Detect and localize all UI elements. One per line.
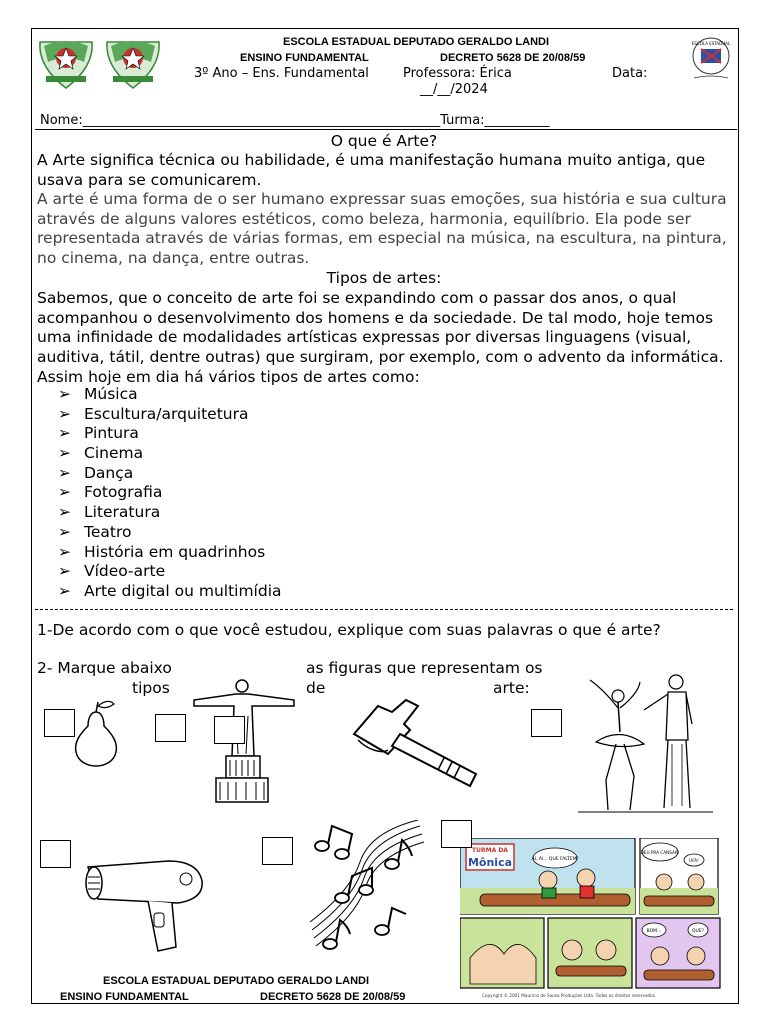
arrow-bullet-icon: ➢ [58, 542, 71, 561]
header-rule [35, 129, 737, 130]
list-item: ➢ Teatro [58, 522, 132, 541]
footer-level: ENSINO FUNDAMENTAL [60, 991, 189, 1003]
header-school-name: ESCOLA ESTADUAL DEPUTADO GERALDO LANDI [283, 36, 550, 48]
comic-title-main: Mônica [467, 856, 513, 869]
arrow-bullet-icon: ➢ [58, 385, 71, 403]
arrow-bullet-icon: ➢ [58, 522, 71, 541]
header-date-value: __/__/2024 [420, 82, 488, 97]
comic-bubble-5: QUE? [691, 929, 705, 934]
school-round-logo [686, 36, 736, 82]
comic-strip-image [460, 838, 740, 1003]
page-title: O que é Arte? [330, 132, 438, 150]
hair-dryer-icon [78, 855, 218, 960]
name-turma-field[interactable]: Nome:_______________________________________________________Turma:__________ [40, 113, 550, 128]
comic-title-top: TURMA DA [472, 847, 508, 854]
checkbox-music[interactable] [262, 837, 293, 865]
list-item: ➢ Cinema [58, 444, 144, 463]
footer-decree: DECRETO 5628 DE 20/08/59 [260, 991, 406, 1003]
list-item: ➢ Música [58, 385, 138, 403]
comic-bubble-1: AI, AI... QUE FALTEM! [531, 857, 579, 862]
arrow-bullet-icon: ➢ [58, 562, 71, 581]
checkbox-statue[interactable] [214, 716, 245, 744]
checkbox-hair-dryer[interactable] [40, 840, 71, 868]
list-item: ➢ Escultura/arquitetura [58, 404, 249, 423]
arrow-bullet-icon: ➢ [58, 463, 71, 482]
comic-copyright: Copyright © 2001 Maurício de Sousa Produções Ltda. Todos os direitos reservados. [482, 993, 657, 998]
checkbox-pear[interactable] [44, 709, 75, 737]
ballet-dancers-icon [578, 670, 713, 820]
list-item: ➢ História em quadrinhos [58, 542, 266, 561]
question-2-part-e: arte: [493, 679, 530, 697]
header-level: ENSINO FUNDAMENTAL [240, 52, 369, 64]
section-title: Tipos de artes: [326, 269, 442, 287]
list-item: ➢ Pintura [58, 424, 139, 443]
list-item: ➢ Dança [58, 463, 134, 482]
footer-school-name: ESCOLA ESTADUAL DEPUTADO GERALDO LANDI [103, 975, 370, 987]
art-types-list [58, 385, 282, 602]
list-item: ➢ Vídeo-arte [58, 562, 166, 581]
school-crest-logo-2 [103, 32, 163, 90]
school-crest-logo-1 [36, 32, 96, 90]
header-decree: DECRETO 5628 DE 20/08/59 [440, 52, 586, 64]
pear-icon [68, 698, 124, 768]
arrow-bullet-icon: ➢ [58, 404, 71, 423]
question-2-part-c: tipos [132, 679, 170, 697]
question-1: 1-De acordo com o que você estudou, explique com suas palavras o que é arte? [37, 621, 661, 639]
checkbox-comic[interactable] [441, 820, 472, 848]
paragraph-2: A arte é uma forma de o ser humano expressar suas emoções, sua história e sua cultura através de alguns valores estéticos, como beleza, harmonia, equilíbrio. Ela pode ser representada através de várias formas, em especial na música, na escultura, na pintura, no cinema, na dança, entre outras. [37, 190, 727, 268]
header-date-label: Data: [612, 66, 648, 81]
header-grade: 3º Ano – Ens. Fundamental [194, 66, 369, 81]
checkbox-ballet[interactable] [531, 709, 562, 737]
arrow-bullet-icon: ➢ [58, 444, 71, 463]
arrow-bullet-icon: ➢ [58, 581, 71, 600]
comic-bubble-3: UFA! [689, 858, 699, 863]
paragraph-1: A Arte significa técnica ou habilidade, é uma manifestação humana muito antiga, que usava para se comunicarem. [37, 151, 706, 189]
list-item: ➢ Fotografia [58, 483, 163, 502]
comic-bubble-4: BOM... [646, 929, 662, 934]
hammer-icon [348, 690, 483, 790]
checkbox-statue-left[interactable] [155, 714, 186, 742]
question-2-part-d: de [306, 679, 326, 697]
statue-icon [190, 676, 300, 806]
list-item: ➢ Arte digital ou multimídia [58, 581, 282, 600]
arrow-bullet-icon: ➢ [58, 503, 71, 522]
logo-text: ESCOLA ESTADUAL [691, 41, 731, 46]
header-teacher: Professora: Érica [403, 66, 512, 81]
section-divider [35, 609, 733, 610]
music-notes-icon [302, 820, 427, 960]
list-item: ➢ Literatura [58, 503, 161, 522]
question-2-part-a: 2- Marque abaixo [37, 659, 172, 677]
comic-bubble-2: DEU PRA CANSAR! [640, 850, 680, 855]
arrow-bullet-icon: ➢ [58, 483, 71, 502]
question-2-part-b: as figuras que representam os [306, 659, 543, 677]
paragraph-3: Sabemos, que o conceito de arte foi se expandindo com o passar dos anos, o qual acompanhou o desenvolvimento dos homens e da sociedade. De tal modo, hoje temos uma infinidade de modalidades artísticas expressas por diversas linguagens (visual, auditiva, tátil, dentre outras) que surgiram, por exemplo, com o advento da informática. Assim hoje em dia há vários tipos de artes como: [37, 289, 724, 386]
arrow-bullet-icon: ➢ [58, 424, 71, 443]
